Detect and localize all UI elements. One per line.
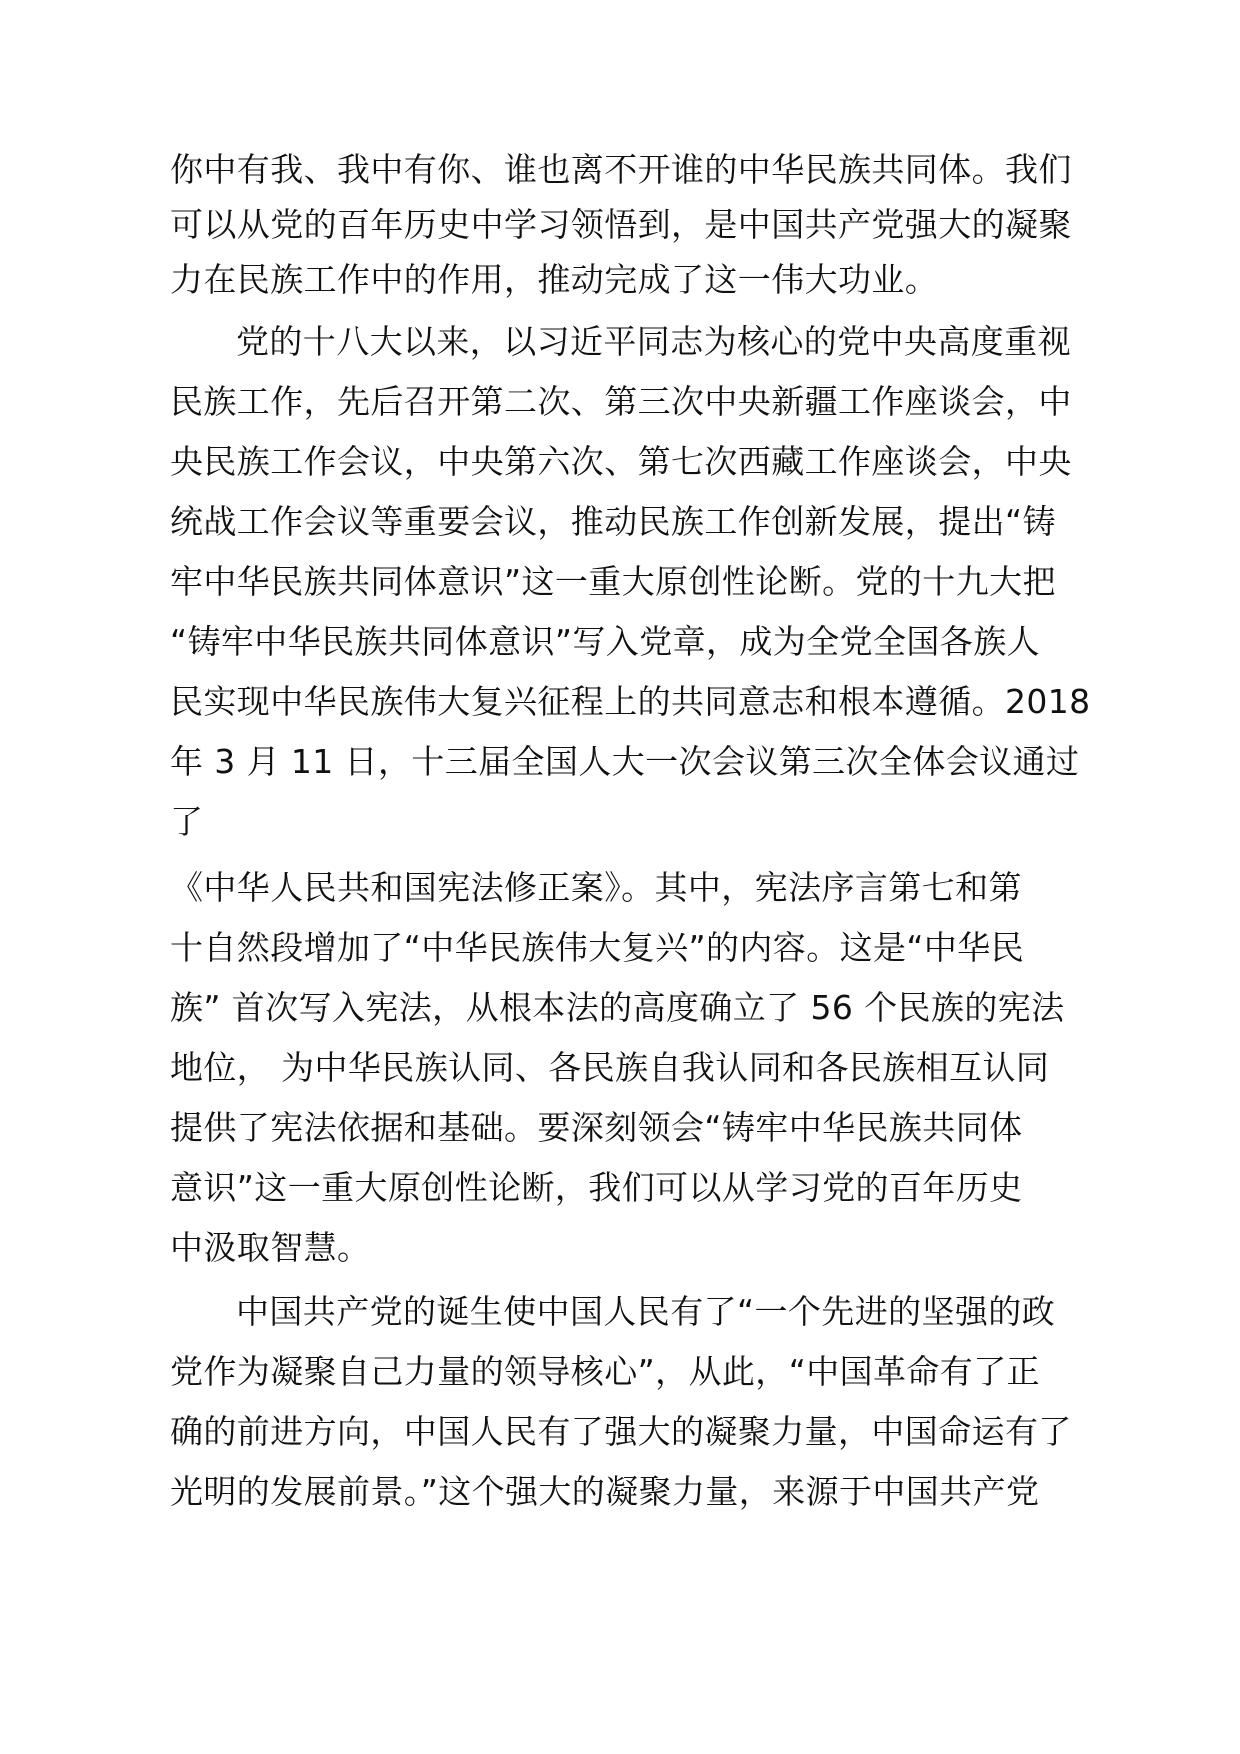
text-line: 光明的发展前景。”这个强大的凝聚力量，来源于中国共产党	[170, 1472, 1040, 1511]
text-line: 牢中华民族共同体意识”这一重大原创性论断。党的十九大把	[170, 562, 1056, 601]
text-line: 你中有我、我中有你、谁也离不开谁的中华民族共同体。我们	[170, 150, 1072, 189]
text-line: 意识”这一重大原创性论断，我们可以从学习党的百年历史	[170, 1168, 1023, 1207]
text-line: 可以从党的百年历史中学习领悟到，是中国共产党强大的凝聚	[170, 205, 1072, 244]
text-line: 十自然段增加了“中华民族伟大复兴”的内容。这是“中华民	[170, 928, 1025, 967]
text-line: 民族工作，先后召开第二次、第三次中央新疆工作座谈会，中	[170, 382, 1072, 421]
text-line: 了	[170, 802, 204, 841]
text-line: 党的十八大以来，以习近平同志为核心的党中央高度重视	[236, 322, 1071, 361]
text-line: 确的前进方向，中国人民有了强大的凝聚力量，中国命运有了	[170, 1412, 1072, 1451]
text-line: 央民族工作会议，中央第六次、第七次西藏工作座谈会，中央	[170, 442, 1072, 481]
text-line: 力在民族工作中的作用，推动完成了这一伟大功业。	[170, 260, 939, 299]
text-line: 统战工作会议等重要会议，推动民族工作创新发展，提出“铸	[170, 502, 1056, 541]
text-line: 族” 首次写入宪法，从根本法的高度确立了 56 个民族的宪法	[170, 988, 1065, 1027]
text-line: 中汲取智慧。	[170, 1228, 371, 1267]
text-line: 提供了宪法依据和基础。要深刻领会“铸牢中华民族共同体	[170, 1108, 1023, 1147]
text-line: 中国共产党的诞生使中国人民有了“一个先进的坚强的政	[236, 1292, 1056, 1331]
text-line: 地位， 为中华民族认同、各民族自我认同和各民族相互认同	[170, 1048, 1050, 1087]
text-line: 民实现中华民族伟大复兴征程上的共同意志和根本遵循。2018	[170, 682, 1091, 721]
text-line: “铸牢中华民族共同体意识”写入党章，成为全党全国各族人	[170, 622, 1040, 661]
text-line: 《中华人民共和国宪法修正案》。其中，宪法序言第七和第	[170, 868, 1022, 907]
text-line: 党作为凝聚自己力量的领导核心”，从此，“中国革命有了正	[170, 1352, 1040, 1391]
text-line: 年 3 月 11 日，十三届全国人大一次会议第三次全体会议通过	[170, 742, 1080, 781]
